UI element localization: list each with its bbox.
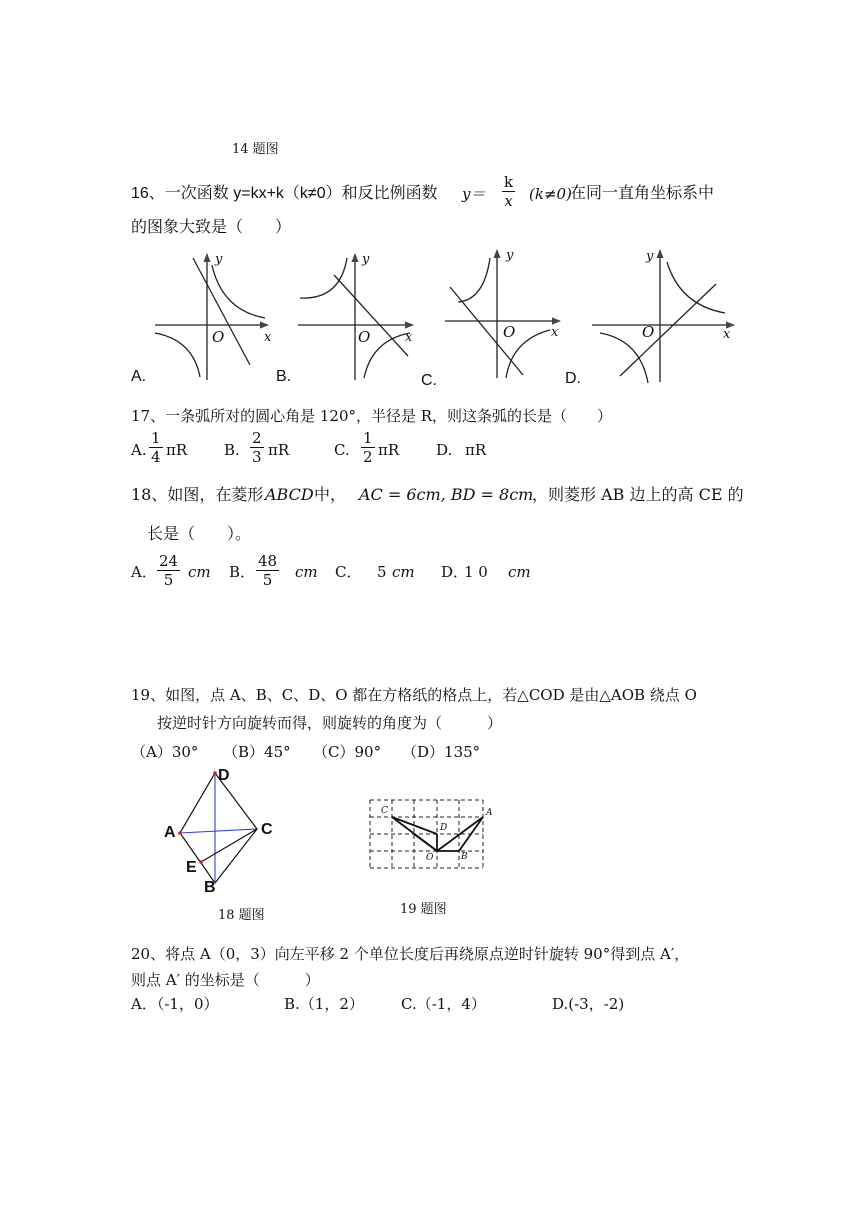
q17-opt-a-den: 4	[151, 448, 161, 466]
option-c-label: C.	[421, 372, 437, 389]
q18-opt-b-den: 5	[262, 571, 273, 589]
q17-text: 17、一条弧所对的圆心角是 120°，半径是 R，则这条弧的长是（ ）	[131, 407, 613, 425]
fig18-label-b: B	[204, 879, 216, 896]
q18-opt-d-label: D．	[441, 563, 469, 581]
q18-opt-d-val: 1 0	[464, 563, 488, 581]
figure-19-caption: 19 题图	[400, 902, 447, 917]
option-a-label: A.	[131, 368, 147, 385]
q18-opt-a-num: 24	[159, 552, 179, 570]
graph-a-origin: O	[212, 328, 225, 346]
q16-text-b: 在同一直角坐标系中	[570, 185, 715, 202]
fig19-label-b: B	[461, 852, 468, 862]
q17-opt-a-num: 1	[151, 429, 161, 447]
graph-c-x-label: x	[551, 325, 559, 340]
option-d-label: D.	[565, 370, 581, 387]
graph-b-y-label: y	[362, 252, 370, 267]
graph-a-y-label: y	[215, 252, 223, 267]
graph-d-y-label: y	[646, 249, 654, 264]
q19-opt-d: （D）135°	[402, 743, 481, 761]
q17-opt-c-num: 1	[363, 429, 373, 447]
q16-condition: (k≠0)	[529, 185, 572, 203]
q18-opt-a-label: A．	[131, 563, 157, 581]
fig19-label-c: C	[381, 806, 388, 816]
q18-text-c: ，则菱形 AB 边上的高 CE 的	[532, 485, 744, 504]
q18-opt-a-unit: cm	[188, 563, 211, 581]
q17-opt-a-tail: πR	[166, 441, 188, 459]
q19-line2: 按逆时针方向旋转而得，则旋转的角度为（ ）	[157, 714, 503, 732]
q17-opt-c-tail: πR	[378, 441, 400, 459]
q16-frac-num: k	[504, 173, 514, 191]
q18-opt-b-label: B．	[229, 563, 256, 581]
graph-b-x-label: x	[405, 330, 413, 345]
q16-y-eq: y＝	[462, 185, 486, 203]
q18-opt-d-unit: cm	[508, 563, 531, 581]
q20-opt-c: C.（-1，4）	[401, 995, 486, 1013]
q19-opt-b: （B）45°	[223, 743, 291, 761]
q16-line2: 的图象大致是（ ）	[131, 219, 292, 236]
graph-a-x-label: x	[264, 330, 272, 345]
figure-18-caption: 18 题图	[218, 908, 265, 923]
q18-text-a: 18、如图，在菱形	[131, 485, 264, 504]
fig18-label-c: C	[261, 821, 273, 838]
q17-opt-c-den: 2	[363, 448, 373, 466]
q18-text-b: 中，	[314, 485, 347, 504]
q18-opt-a-den: 5	[163, 571, 174, 589]
option-b-label: B.	[276, 368, 292, 385]
q20-text: 20、将点 A（0，3）向左平移 2 个单位长度后再绕原点逆时针旋转 90°得到点 A′，	[131, 945, 690, 963]
q20-line2: 则点 A′ 的坐标是（ ）	[131, 971, 320, 989]
q19-text-a: 19、如图，点 A、B、C、D、O 都在方格纸的格点上，若△COD 是由△AOB 绕点 O	[131, 686, 697, 704]
fig19-label-d: D	[440, 823, 448, 833]
q19-opt-c: （C）90°	[313, 743, 382, 761]
q16-frac-den: x	[504, 192, 513, 210]
q17-opt-b-num: 2	[252, 429, 262, 447]
q17-opt-b-den: 3	[252, 448, 262, 466]
q17-opt-d-label: D.	[436, 441, 453, 459]
graph-c-y-label: y	[506, 248, 514, 263]
fig19-label-a: A	[486, 808, 493, 818]
q17-opt-b-label: B.	[224, 441, 240, 459]
q19-opt-a: （A）30°	[131, 743, 199, 761]
fig18-label-e: E	[186, 859, 197, 876]
q20-opt-a: A．（-1，0）	[131, 995, 219, 1013]
q17-opt-c-label: C.	[334, 441, 350, 459]
q18-abcd: ABCD	[265, 485, 314, 504]
q18-opt-b-num: 48	[258, 552, 278, 570]
q17-opt-a-label: A.	[131, 441, 147, 459]
q17-opt-b-tail: πR	[268, 441, 290, 459]
q16-text-a: 16、一次函数 y=kx+k（k≠0）和反比例函数	[131, 185, 438, 202]
q20-opt-b: B.（1，2）	[284, 995, 364, 1013]
fig19-label-o: O	[426, 853, 434, 863]
graph-d-x-label: x	[723, 327, 731, 342]
fig18-label-a: A	[164, 824, 176, 841]
q18-opt-c-label: C．	[335, 563, 362, 581]
figure-14-caption: 14 题图	[232, 142, 279, 157]
q18-line2: 长是（ ）。	[147, 524, 252, 543]
graph-b-origin: O	[358, 328, 371, 346]
q20-opt-d: D.(-3，-2)	[552, 995, 625, 1013]
q18-opt-b-unit: cm	[295, 563, 318, 581]
q18-opt-c-unit: cm	[392, 563, 415, 581]
graph-d-origin: O	[642, 323, 655, 341]
q17-opt-d-tail: πR	[465, 441, 487, 459]
q18-opt-c-val: 5	[377, 563, 387, 581]
graph-c-origin: O	[503, 323, 516, 341]
fig18-label-d: D	[218, 767, 230, 784]
q18-condition: AC = 6cm, BD = 8cm	[359, 485, 534, 504]
